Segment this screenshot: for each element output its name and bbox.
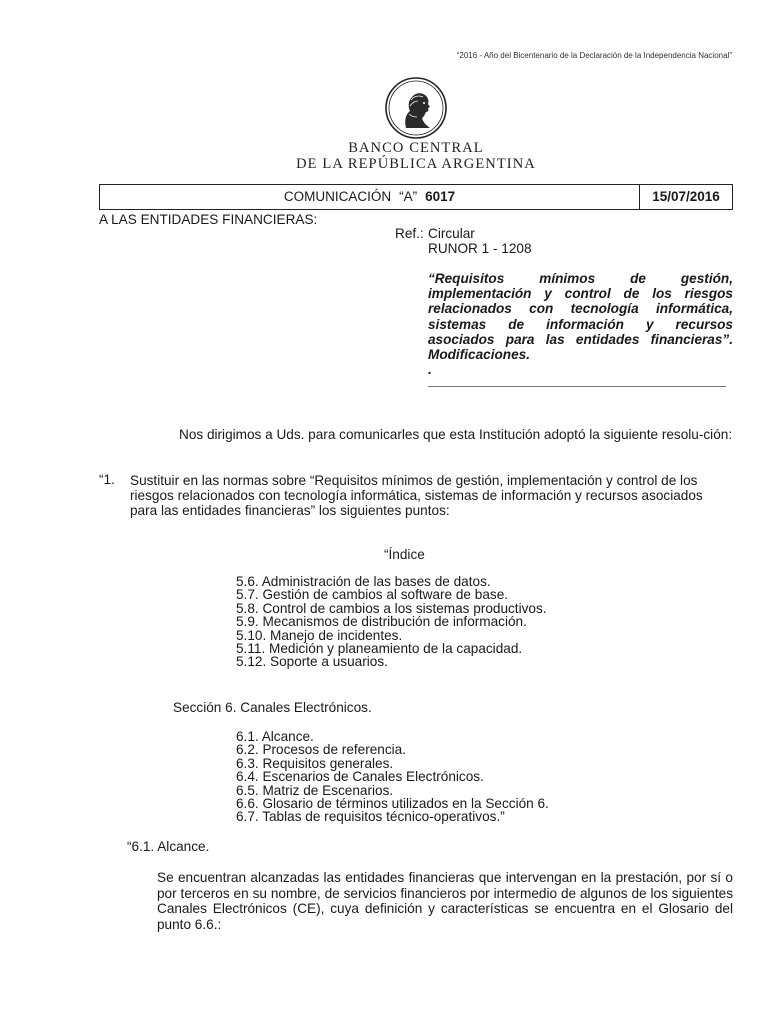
list-item: 5.6. Administración de las bases de datos. [236, 574, 491, 589]
index-title: “Índice [384, 547, 425, 562]
subject-line: Modificaciones. [428, 347, 530, 363]
addressee: A LAS ENTIDADES FINANCIERAS: [99, 212, 318, 227]
section6-list [236, 730, 549, 824]
subject-line: asociados para las entidades financieras”. [428, 331, 733, 347]
reference-subject [428, 271, 733, 377]
list-item: 5.7. Gestión de cambios al software de base. [236, 587, 509, 603]
communication-number: 6017 [425, 189, 456, 204]
list-item: 6.5. Matriz de Escenarios. [236, 782, 394, 798]
list-item: 6.6. Glosario de términos utilizados en la Sección 6. [236, 796, 549, 812]
item-text: Sustituir en las normas sobre “Requisitos mínimos de gestión, implementación y control de los riesgos relacionados con tecnología informática, sistemas de información y recursos asociados para las entidades financieras” los siguientes puntos: [130, 473, 703, 519]
list-item: 5.11. Medición y planeamiento de la capacidad. [236, 641, 523, 657]
list-item: 6.3. Requisitos generales. [236, 755, 394, 771]
communication-type: “A” [399, 189, 418, 204]
subject-line: implementación y control de los riesgos [428, 286, 733, 302]
bank-name-line2: DE LA REPÚBLICA ARGENTINA [296, 156, 536, 172]
subject-line: . [428, 362, 432, 378]
communication-date: 15/07/2016 [652, 189, 720, 204]
section6-title: Sección 6. Canales Electrónicos. [173, 700, 372, 715]
section5-list [236, 575, 547, 669]
reference-code: RUNOR 1 - 1208 [428, 241, 532, 256]
subject-line: sistemas de información y recursos [428, 316, 733, 332]
bank-seal-logo [384, 76, 448, 140]
list-item: 6.1. Alcance. [236, 729, 314, 744]
subject-underline [428, 386, 726, 387]
communication-label: COMUNICACIÓN [283, 189, 392, 204]
list-item: 6.2. Procesos de referencia. [236, 742, 407, 758]
reference-label: Ref.: [395, 226, 424, 241]
list-item: 5.9. Mecanismos de distribución de información. [236, 614, 527, 630]
header-motto: “2016 - Año del Bicentenario de la Declaración de la Independencia Nacional” [456, 51, 732, 60]
list-item: 6.4. Escenarios de Canales Electrónicos. [236, 769, 484, 785]
subject-line: relacionados con tecnología informática, [428, 301, 733, 317]
list-item: 5.12. Soporte a usuarios. [236, 654, 388, 670]
communication-header-box [99, 184, 733, 210]
bank-name-line1: BANCO CENTRAL [348, 140, 484, 156]
list-item: 6.7. Tablas de requisitos técnico-operativos.” [236, 809, 505, 825]
alcance-title: “6.1. Alcance. [127, 839, 210, 854]
subject-line: “Requisitos mínimos de gestión, [428, 271, 733, 286]
alcance-paragraph: Se encuentran alcanzadas las entidades financieras que intervengan en la prestación, por sí o por terceros en su nombre, de servicios financieros por intermedio de algunos de los siguientes Canales Electrónicos (CE), cuya definición y características se encuentra en el Glosario del punto 6.6.: [157, 870, 733, 932]
communication-id-cell [100, 185, 640, 209]
reference-type: Circular [428, 226, 475, 241]
list-item: 5.10. Manejo de incidentes. [236, 627, 403, 643]
list-item: 5.8. Control de cambios a los sistemas productivos. [236, 600, 547, 616]
item-number: “1. [99, 472, 115, 487]
intro-paragraph: Nos dirigimos a Uds. para comunicarles que esta Institución adoptó la siguiente resolu-ción: [179, 427, 733, 442]
